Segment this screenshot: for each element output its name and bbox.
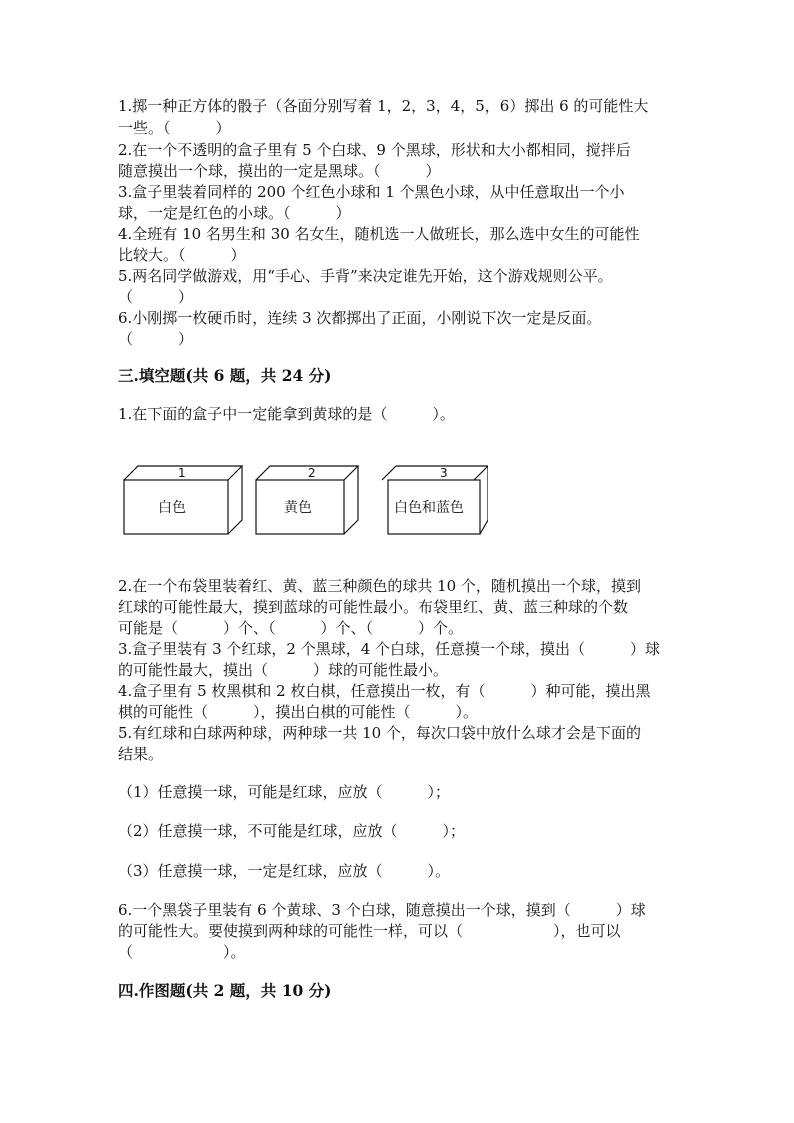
box-1-label: 白色 xyxy=(158,500,186,516)
fill-q5-sub3: （3）任意摸一球，一定是红球，应放（ ）。 xyxy=(118,862,451,880)
judge-q4-line1: 4.全班有 10 名男生和 30 名女生，随机选一人做班长，那么选中女生的可能性 xyxy=(118,225,640,243)
fill-q4-line2: 棋的可能性（ ），摸出白棋的可能性（ ）。 xyxy=(118,703,479,721)
fill-q3-line1: 3.盒子里装有 3 个红球，2 个黑球，4 个白球，任意摸一个球，摸出（ ）球 xyxy=(118,640,661,658)
judge-q3-line1: 3.盒子里装着同样的 200 个红色小球和 1 个黑色小球，从中任意取出一个小 xyxy=(118,183,625,201)
fill-q1: 1.在下面的盒子中一定能拿到黄球的是（ ）。 xyxy=(118,405,455,423)
box-3-label: 白色和蓝色 xyxy=(394,500,464,516)
judge-q2-line1: 2.在一个不透明的盒子里有 5 个白球、9 个黑球，形状和大小都相同，搅拌后 xyxy=(118,141,631,159)
judge-q6-line1: 6.小刚掷一枚硬币时，连续 3 次都掷出了正面，小刚说下次一定是反面。 xyxy=(118,309,602,327)
judge-q2-line2: 随意摸出一个球，摸出的一定是黑球。（ ） xyxy=(118,162,441,180)
fill-q5-line2: 结果。 xyxy=(118,745,164,763)
judge-q4-line2: 比较大。（ ） xyxy=(118,246,246,264)
box-2-number: 2 xyxy=(308,466,316,480)
fill-q2-line2: 红球的可能性最大，摸到蓝球的可能性最小。布袋里红、黄、蓝三种球的个数 xyxy=(118,598,629,616)
judge-q3-line2: 球，一定是红色的小球。（ ） xyxy=(118,204,351,222)
fill-q2-line1: 2.在一个布袋里装着红、黄、蓝三种颜色的球共 10 个，随机摸出一个球，摸到 xyxy=(118,577,641,595)
judge-q5-line1: 5.两名同学做游戏，用“手心、手背”来决定谁先开始，这个游戏规则公平。 xyxy=(118,267,613,285)
fill-q5-line1: 5.有红球和白球两种球，两种球一共 10 个，每次口袋中放什么球才会是下面的 xyxy=(118,724,641,742)
fill-q3-line2: 的可能性最大，摸出（ ）球的可能性最小。 xyxy=(118,661,449,679)
fill-q6-line3: （ ）。 xyxy=(118,943,246,961)
fill-q6-line1: 6.一个黑袋子里装有 6 个黄球、3 个白球，随意摸出一个球，摸到（ ）球 xyxy=(118,901,646,919)
fill-q6-line2: 的可能性大。要使摸到两种球的可能性一样，可以（ ），也可以 xyxy=(118,922,621,940)
judge-q1-line1: 1.掷一种正方体的骰子（各面分别写着 1，2，3，4，5，6）掷出 6 的可能性大 xyxy=(118,97,649,115)
fill-q4-line1: 4.盒子里有 5 枚黑棋和 2 枚白棋，任意摸出一枚，有（ ）种可能，摸出黑 xyxy=(118,682,651,700)
judge-q6-line2: （ ） xyxy=(118,330,194,348)
fill-q5-sub2: （2）任意摸一球，不可能是红球，应放（ ）； xyxy=(118,822,466,840)
box-3-number: 3 xyxy=(440,466,448,480)
judge-q5-line2: （ ） xyxy=(118,288,194,306)
section4-title: 四.作图题(共 2 题，共 10 分) xyxy=(118,981,332,1000)
box-2-label: 黄色 xyxy=(284,500,312,516)
fill-q5-sub1: （1）任意摸一球，可能是红球，应放（ ）； xyxy=(118,783,451,801)
box-1-number: 1 xyxy=(178,466,186,480)
section3-title: 三.填空题(共 6 题，共 24 分) xyxy=(118,366,332,385)
fill-q2-line3: 可能是（ ）个、（ ）个、（ ）个。 xyxy=(118,619,464,637)
box-illustration xyxy=(118,458,488,538)
judge-q1-line2: 一些。（ ） xyxy=(118,119,231,137)
